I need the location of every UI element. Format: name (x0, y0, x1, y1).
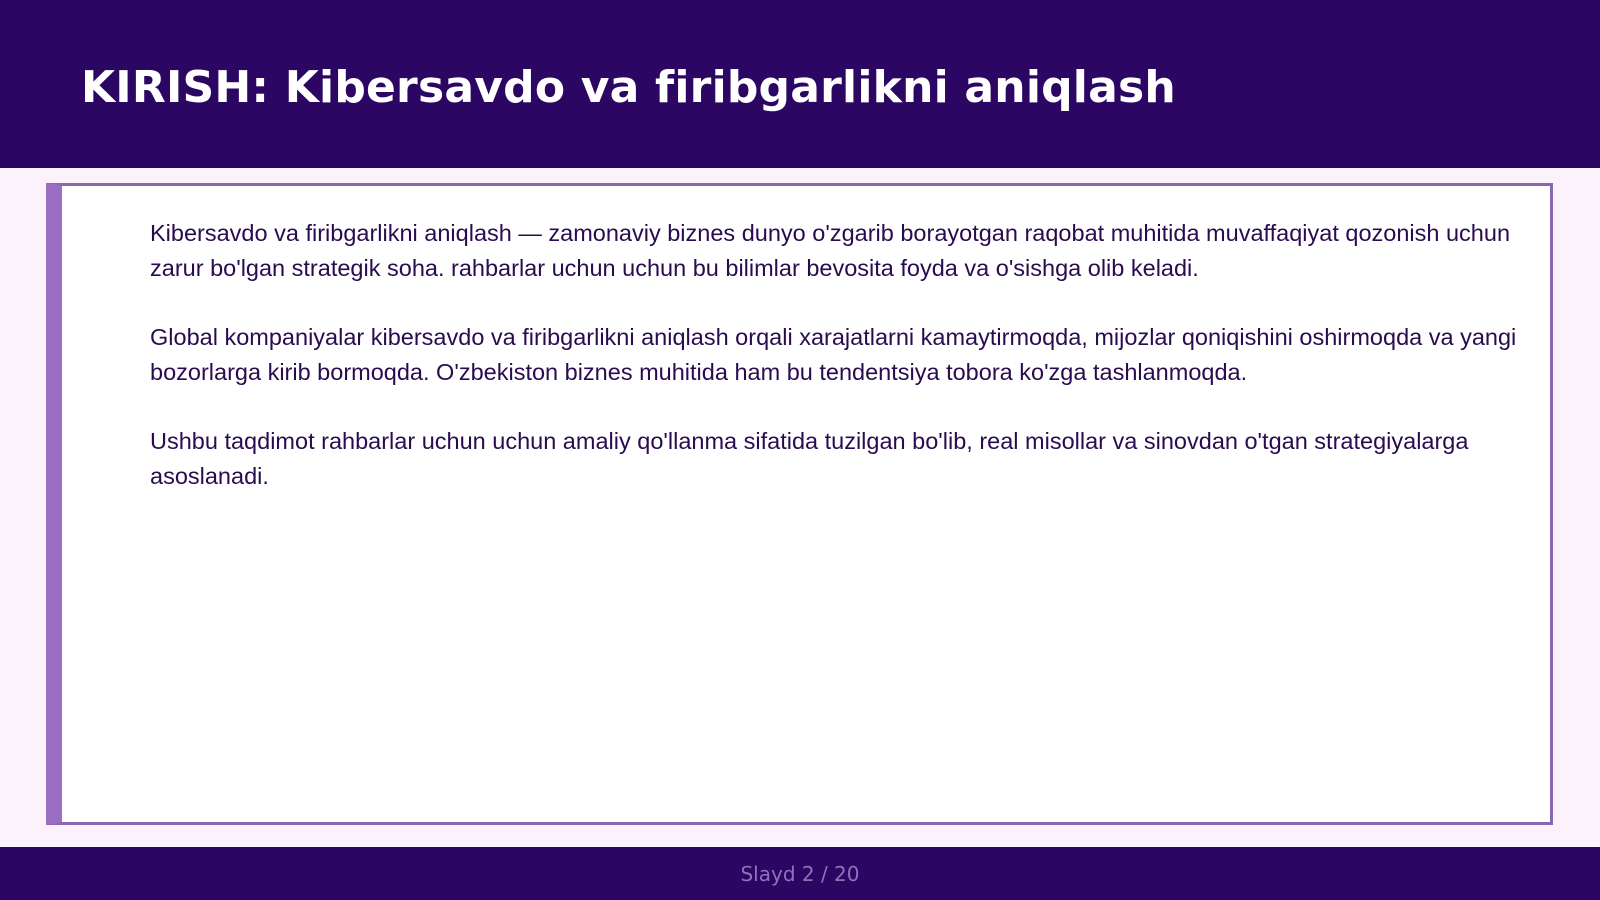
paragraph-3: Ushbu taqdimot rahbarlar uchun uchun amaliy qo'llanma sifatida tuzilgan bo'lib, real misollar va sinovdan o'tgan strategiyalarga asoslanadi. (150, 428, 1469, 489)
slide-title: KIRISH: Kibersavdo va firibgarlikni aniqlash (81, 62, 1176, 113)
paragraph-1: Kibersavdo va firibgarlikni aniqlash — zamonaviy biznes dunyo o'zgarib borayotgan raqobat muhitida muvaffaqiyat qozonish uchun zarur bo'lgan strategik soha. rahbarlar uchun uchun bu bilimlar bevosita foyda va o'sishga olib keladi. (150, 220, 1511, 281)
slide-footer (0, 847, 1600, 900)
slide-header (0, 0, 1600, 168)
slide-number: Slayd 2 / 20 (740, 862, 860, 886)
paragraph-2: Global kompaniyalar kibersavdo va firibgarlikni aniqlash orqali xarajatlarni kamaytirmoqda, mijozlar qoniqishini oshirmoqda va yangi bozorlarga kirib bormoqda. O'zbekiston biznes muhitida ham bu tendentsiya tobora ko'zga tashlanmoqda. (150, 324, 1517, 385)
body-text (150, 216, 1520, 528)
content-panel (46, 183, 1553, 825)
